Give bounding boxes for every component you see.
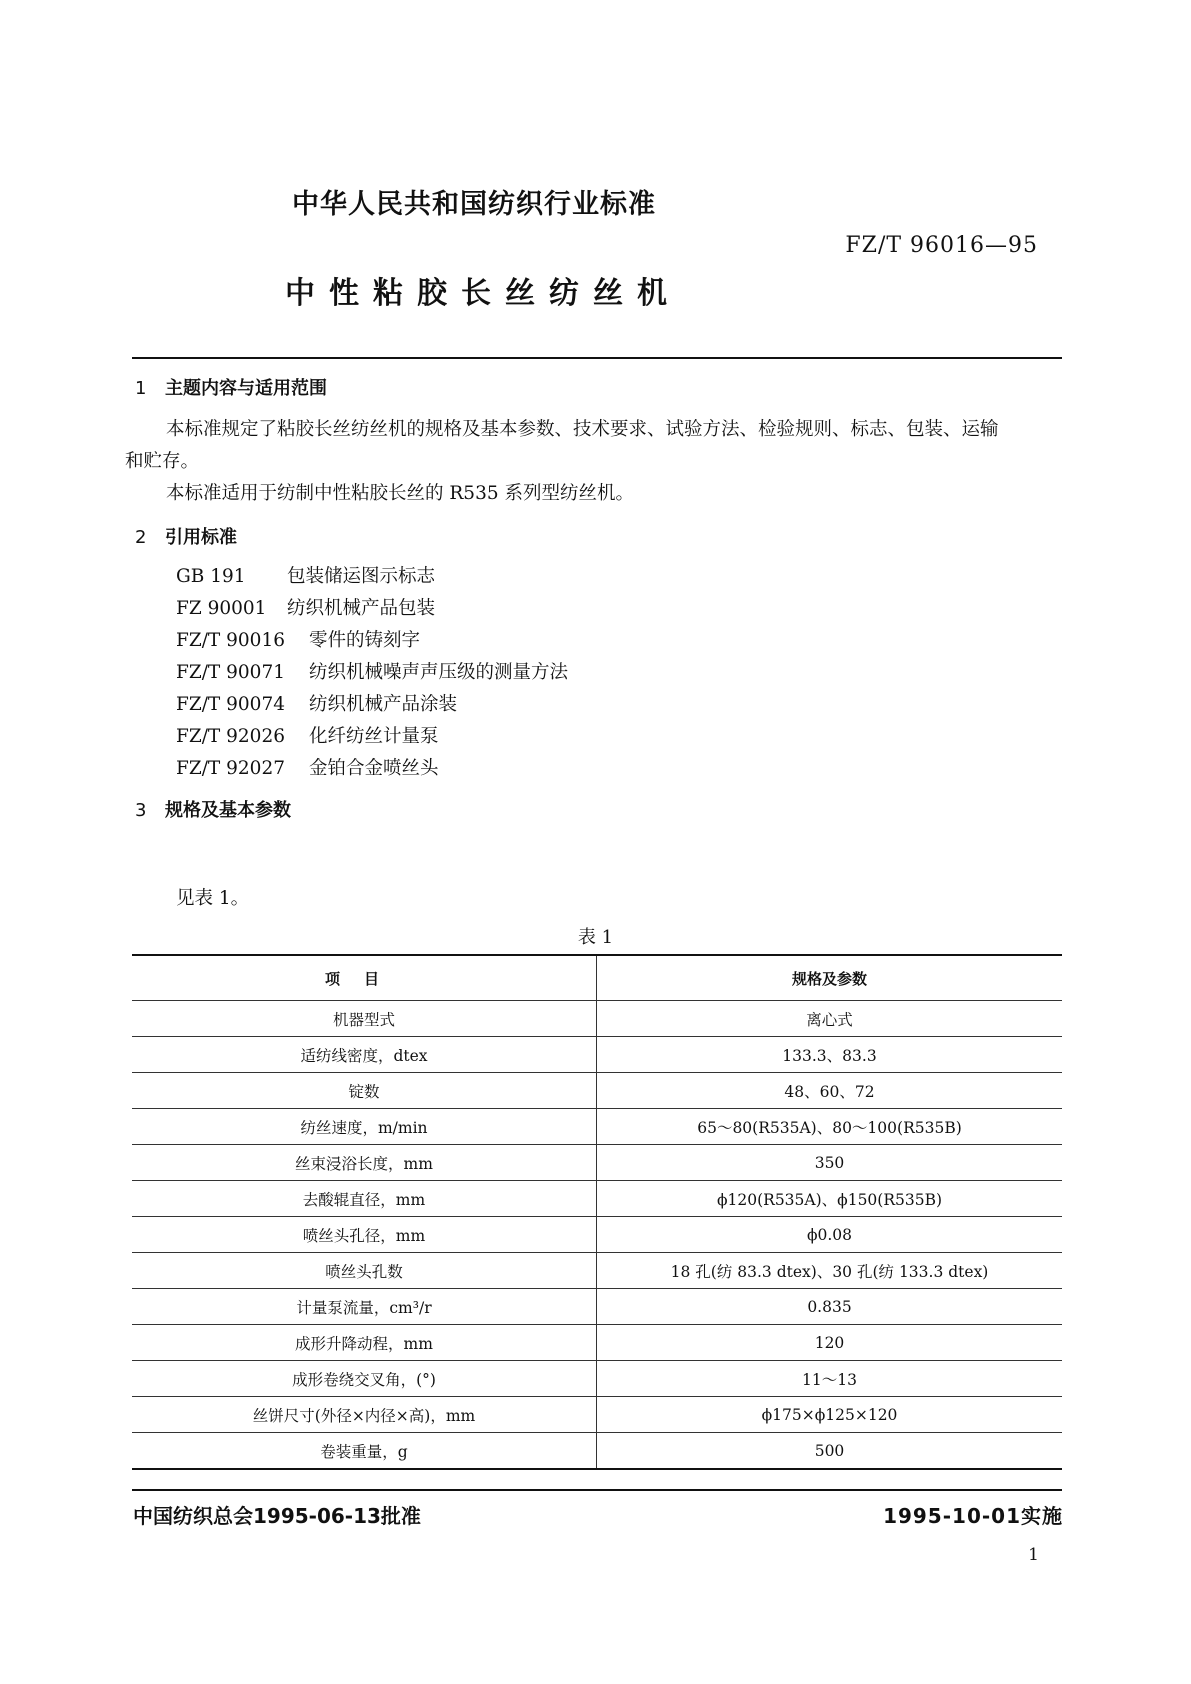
item-cell: 机器型式 <box>132 1001 597 1037</box>
section-title: 引用标准 <box>165 527 237 548</box>
value-cell: 48、60、72 <box>597 1073 1063 1109</box>
item-cell: 喷丝头孔径，mm <box>132 1217 597 1253</box>
value-cell: 133.3、83.3 <box>597 1037 1063 1073</box>
reference-item <box>176 594 435 620</box>
value-cell: 离心式 <box>597 1001 1063 1037</box>
section-number: 2 <box>135 527 147 548</box>
standard-code: FZ/T 96016—95 <box>845 233 1038 258</box>
item-cell: 丝束浸浴长度，mm <box>132 1145 597 1181</box>
value-cell: 350 <box>597 1145 1063 1181</box>
value-cell: ϕ0.08 <box>597 1217 1063 1253</box>
reference-title: 化纤纺丝计量泵 <box>309 726 439 747</box>
reference-item <box>176 722 439 748</box>
item-cell: 丝饼尺寸(外径×内径×高)，mm <box>132 1397 597 1433</box>
item-cell: 纺丝速度，m/min <box>132 1109 597 1145</box>
reference-title: 纺织机械产品涂装 <box>309 694 458 715</box>
reference-code: FZ/T 92027 <box>176 758 285 779</box>
reference-item <box>176 754 439 780</box>
footer-divider <box>132 1489 1062 1491</box>
table-row <box>132 1289 1062 1325</box>
table-row <box>132 1073 1062 1109</box>
section-1-heading <box>135 374 327 400</box>
paragraph: 本标准适用于纺制中性粘胶长丝的 R535 系列型纺丝机。 <box>166 483 635 504</box>
item-cell: 计量泵流量，cm³/r <box>132 1289 597 1325</box>
table-row <box>132 1253 1062 1289</box>
value-cell: 0.835 <box>597 1289 1063 1325</box>
value-cell: ϕ175×ϕ125×120 <box>597 1397 1063 1433</box>
implementation-date: 1995-10-01实施 <box>883 1504 1063 1528</box>
reference-item <box>176 658 568 684</box>
reference-item <box>176 690 457 716</box>
item-cell: 卷装重量，g <box>132 1433 597 1470</box>
section-title: 主题内容与适用范围 <box>165 378 327 399</box>
item-cell: 成形卷绕交叉角，(°) <box>132 1361 597 1397</box>
paragraph: 本标准规定了粘胶长丝纺丝机的规格及基本参数、技术要求、试验方法、检验规则、标志、包装、运输 <box>166 419 999 440</box>
reference-code: FZ/T 90074 <box>176 694 285 715</box>
table-row <box>132 1001 1062 1037</box>
page-number: 1 <box>1028 1545 1039 1565</box>
document-title: 中性粘胶长丝纺丝机 <box>285 276 681 311</box>
reference-title: 纺织机械产品包装 <box>287 598 436 619</box>
item-cell: 喷丝头孔数 <box>132 1253 597 1289</box>
column-header-item: 项目 <box>132 955 597 1001</box>
reference-title: 金铂合金喷丝头 <box>309 758 439 779</box>
table-row <box>132 1433 1062 1470</box>
reference-item <box>176 626 420 652</box>
item-cell: 适纺线密度，dtex <box>132 1037 597 1073</box>
reference-title: 包装储运图示标志 <box>287 566 436 587</box>
reference-code: FZ/T 90071 <box>176 662 285 683</box>
value-cell: 11～13 <box>597 1361 1063 1397</box>
table-row <box>132 1217 1062 1253</box>
table-row <box>132 1145 1062 1181</box>
column-header-spec: 规格及参数 <box>597 955 1063 1001</box>
table-row <box>132 1181 1062 1217</box>
table-row <box>132 1109 1062 1145</box>
table-row <box>132 1037 1062 1073</box>
reference-title: 纺织机械噪声声压级的测量方法 <box>309 662 569 683</box>
paragraph: 和贮存。 <box>125 451 200 472</box>
section-3-heading <box>135 796 291 822</box>
value-cell: 65～80(R535A)、80～100(R535B) <box>597 1109 1063 1145</box>
reference-code: GB 191 <box>176 566 246 587</box>
spec-table <box>132 954 1062 1470</box>
table-caption: 表 1 <box>577 927 614 948</box>
issuing-body: 中华人民共和国纺织行业标准 <box>292 189 656 220</box>
table-row <box>132 1325 1062 1361</box>
item-cell: 成形升降动程，mm <box>132 1325 597 1361</box>
header-divider <box>132 357 1062 359</box>
reference-title: 零件的铸刻字 <box>309 630 421 651</box>
value-cell: 500 <box>597 1433 1063 1470</box>
value-cell: 18 孔(纺 83.3 dtex)、30 孔(纺 133.3 dtex) <box>597 1253 1063 1289</box>
table-row <box>132 1361 1062 1397</box>
section-number: 3 <box>135 800 147 821</box>
reference-code: FZ 90001 <box>176 598 267 619</box>
section-2-heading <box>135 523 237 549</box>
approval-date: 中国纺织总会1995-06-13批准 <box>133 1504 421 1528</box>
paragraph: 见表 1。 <box>176 888 250 909</box>
reference-code: FZ/T 92026 <box>176 726 285 747</box>
reference-code: FZ/T 90016 <box>176 630 285 651</box>
table-row <box>132 1397 1062 1433</box>
reference-item <box>176 562 435 588</box>
table-header-row <box>132 955 1062 1001</box>
item-cell: 锭数 <box>132 1073 597 1109</box>
item-cell: 去酸辊直径，mm <box>132 1181 597 1217</box>
section-number: 1 <box>135 378 147 399</box>
value-cell: ϕ120(R535A)、ϕ150(R535B) <box>597 1181 1063 1217</box>
section-title: 规格及基本参数 <box>165 800 291 821</box>
value-cell: 120 <box>597 1325 1063 1361</box>
